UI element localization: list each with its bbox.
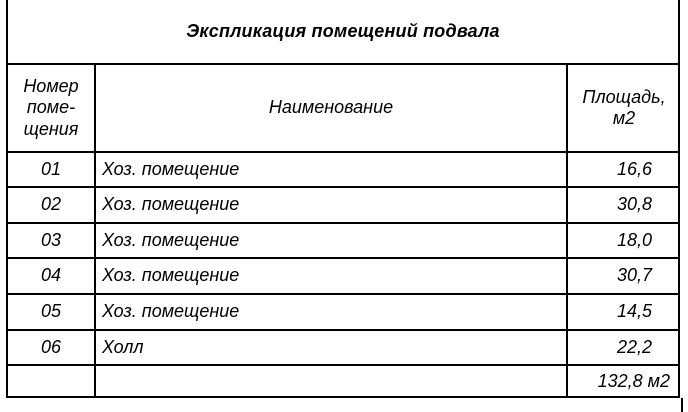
row-4-area: 30,7 — [616, 265, 652, 286]
row-5-area: 14,5 — [616, 301, 652, 322]
header-room-number-line: поме- — [26, 97, 76, 118]
frame-edge-mark — [681, 398, 683, 412]
row-1-number: 01 — [40, 158, 62, 179]
header-room-number — [8, 65, 94, 151]
row-4-number: 04 — [40, 265, 62, 286]
row-3-number: 03 — [40, 229, 62, 250]
row-6-area: 22,2 — [616, 336, 652, 357]
header-room-name: Наименование — [268, 97, 394, 118]
row-1-area: 16,6 — [616, 158, 652, 179]
row-5-name: Хоз. помещение — [102, 301, 240, 322]
row-1-name: Хоз. помещение — [102, 158, 240, 179]
row-3-name: Хоз. помещение — [102, 229, 240, 250]
row-5-number: 05 — [40, 301, 62, 322]
header-area-line: м2 — [612, 108, 636, 128]
header-room-number-line: Номер — [23, 76, 79, 97]
header-area-line: Площадь, — [582, 86, 666, 107]
row-2-area: 30,8 — [616, 194, 652, 215]
row-6-number: 06 — [40, 336, 62, 357]
header-room-number-line: щения — [23, 118, 79, 139]
row-6-name: Холл — [102, 336, 144, 357]
row-3-area: 18,0 — [616, 229, 652, 250]
header-area — [568, 65, 680, 151]
table-title: Экспликация помещений подвала — [186, 21, 500, 41]
total-name — [96, 366, 566, 398]
total-area: 132,8 м2 — [597, 371, 670, 392]
total-number — [8, 366, 94, 398]
row-2-number: 02 — [40, 194, 62, 215]
row-2-name: Хоз. помещение — [102, 194, 240, 215]
row-4-name: Хоз. помещение — [102, 265, 240, 286]
